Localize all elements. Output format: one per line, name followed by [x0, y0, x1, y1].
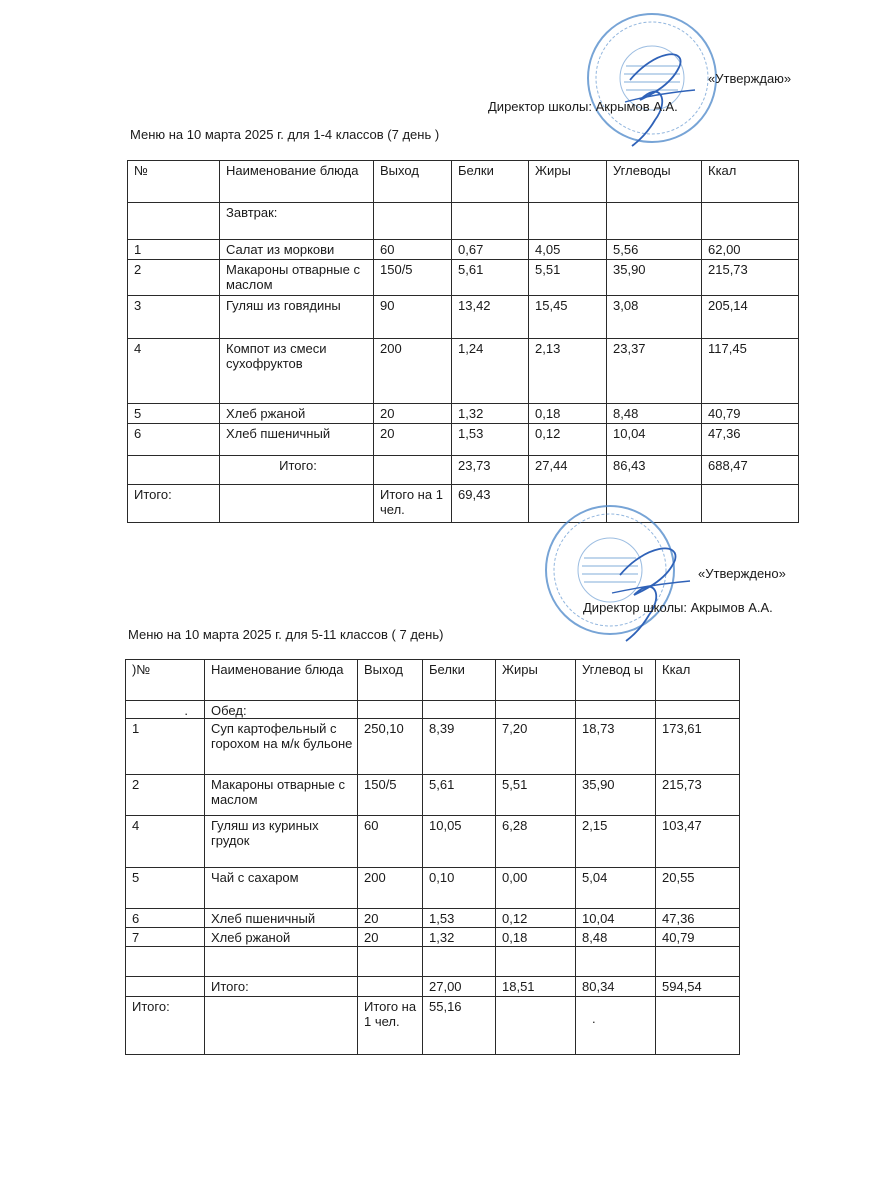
- meal-mark: .: [126, 701, 205, 719]
- table-row: 6 Хлеб пшеничный 20 1,53 0,12 10,04 47,36: [126, 909, 740, 928]
- header-cell: Углеводы: [607, 161, 702, 203]
- header-cell: Выход: [358, 660, 423, 701]
- table-row: 7 Хлеб ржаной 20 1,32 0,18 8,48 40,79: [126, 928, 740, 947]
- header-cell: Белки: [452, 161, 529, 203]
- meal-label: Обед:: [205, 701, 358, 719]
- per-person-value: 69,43: [452, 485, 529, 523]
- table-row: 1 Суп картофельный с горохом на м/к бульоне 250,10 8,39 7,20 18,73 173,61: [126, 719, 740, 775]
- menu-title-top: Меню на 10 марта 2025 г. для 1-4 классов (7 день ): [130, 127, 440, 142]
- table-row: 2 Макароны отварные с маслом 150/5 5,61 5,51 35,90 215,73: [128, 260, 799, 296]
- menu-table-5-11: [125, 659, 740, 1055]
- header-cell: Жиры: [529, 161, 607, 203]
- header-cell: Выход: [374, 161, 452, 203]
- table-row: 5 Хлеб ржаной 20 1,32 0,18 8,48 40,79: [128, 404, 799, 424]
- table-header-row: [126, 660, 740, 701]
- menu-title-bottom: Меню на 10 марта 2025 г. для 5-11 классов ( 7 день): [128, 627, 444, 642]
- total-label: Итого:: [126, 997, 205, 1055]
- total-row: [128, 485, 799, 523]
- approve-label-bottom: «Утверждено»: [698, 566, 786, 581]
- meal-row: [128, 203, 799, 240]
- subtotal-row: Итого: 27,00 18,51 80,34 594,54: [126, 977, 740, 997]
- header-cell: Углевод ы: [576, 660, 656, 701]
- signature-top: [610, 40, 700, 150]
- per-person-label: Итого на 1 чел.: [358, 997, 423, 1055]
- header-cell: )№: [126, 660, 205, 701]
- table-header-row: [128, 161, 799, 203]
- director-line-bottom: Директор школы: Акрымов А.А.: [583, 600, 773, 615]
- header-cell: Наименование блюда: [205, 660, 358, 701]
- total-label: Итого:: [128, 485, 220, 523]
- menu-table-1-4: [127, 160, 799, 523]
- header-cell: Ккал: [702, 161, 799, 203]
- header-cell: Наименование блюда: [220, 161, 374, 203]
- table-row: 2 Макароны отварные с маслом 150/5 5,61 5,51 35,90 215,73: [126, 775, 740, 816]
- per-person-label: Итого на 1 чел.: [374, 485, 452, 523]
- table-row: 1 Салат из моркови 60 0,67 4,05 5,56 62,00: [128, 240, 799, 260]
- subtotal-label: Итого:: [205, 977, 358, 997]
- approve-label-top: «Утверждаю»: [708, 71, 792, 86]
- header-cell: Жиры: [496, 660, 576, 701]
- table-row: 5 Чай с сахаром 200 0,10 0,00 5,04 20,55: [126, 868, 740, 909]
- per-person-value: 55,16: [423, 997, 496, 1055]
- meal-row: [126, 701, 740, 719]
- subtotal-row: Итого: 23,73 27,44 86,43 688,47: [128, 456, 799, 485]
- table-row: 6 Хлеб пшеничный 20 1,53 0,12 10,04 47,36: [128, 424, 799, 456]
- empty-row: [126, 947, 740, 977]
- total-row: [126, 997, 740, 1055]
- header-cell: Ккал: [656, 660, 740, 701]
- table-row: 3 Гуляш из говядины 90 13,42 15,45 3,08 205,14: [128, 296, 799, 339]
- stray-mark: .: [576, 997, 656, 1055]
- signature-bottom: [600, 535, 695, 645]
- header-cell: Белки: [423, 660, 496, 701]
- subtotal-label: Итого:: [220, 456, 374, 485]
- director-line-top: Директор школы: Акрымов А.А.: [488, 99, 678, 114]
- meal-label: Завтрак:: [220, 203, 374, 240]
- table-row: 4 Компот из смеси сухофруктов 200 1,24 2,13 23,37 117,45: [128, 339, 799, 404]
- table-row: 4 Гуляш из куриных грудок 60 10,05 6,28 2,15 103,47: [126, 816, 740, 868]
- header-cell: №: [128, 161, 220, 203]
